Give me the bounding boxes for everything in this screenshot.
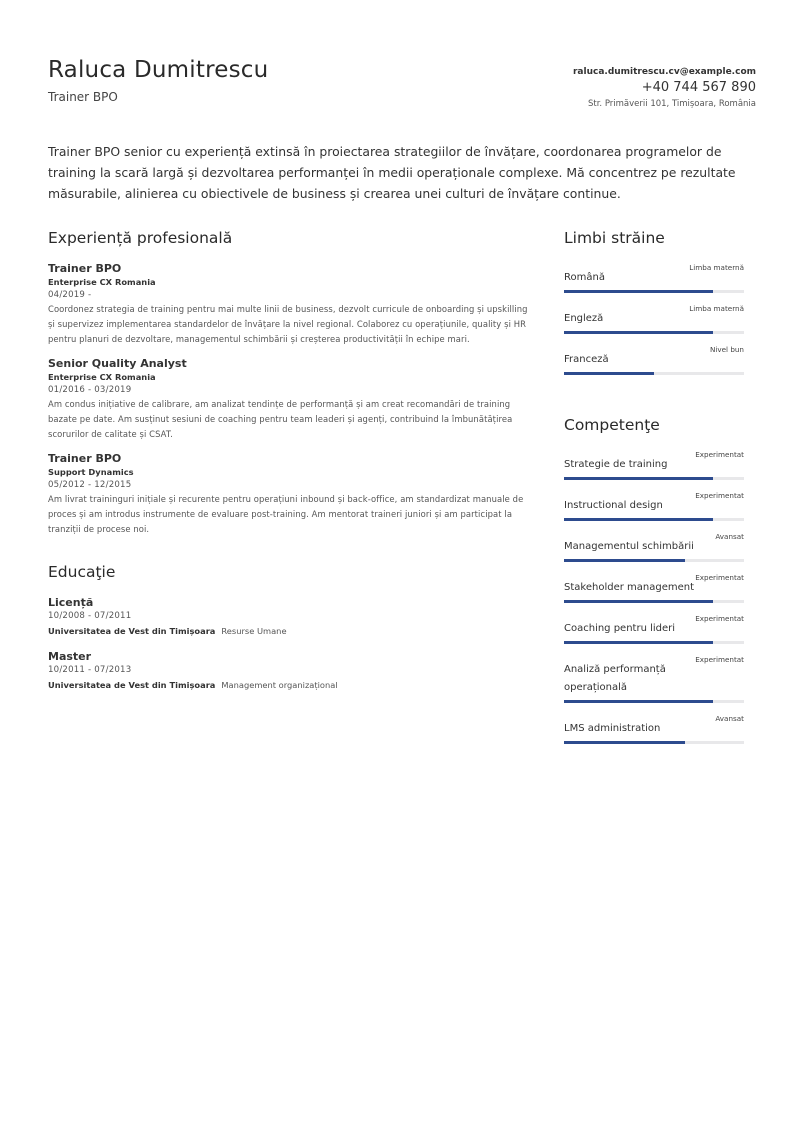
skill-item xyxy=(564,712,744,744)
job-title: Trainer BPO xyxy=(48,452,122,465)
education-field: Resurse Umane xyxy=(221,626,287,636)
skill-level-bar xyxy=(564,477,744,480)
job-dates: 05/2012 - 12/2015 xyxy=(48,480,132,490)
language-level-fill xyxy=(564,290,713,293)
skill-level-bar xyxy=(564,741,744,744)
skill-name: Instructional design xyxy=(564,500,663,511)
skill-level: Experimentat xyxy=(695,450,744,459)
skill-level: Avansat xyxy=(715,714,744,723)
skill-name: Stakeholder management xyxy=(564,582,694,593)
skill-level-bar xyxy=(564,518,744,521)
skill-name: Analiză performanță operațională xyxy=(564,664,666,693)
education-field: Management organizațional xyxy=(221,680,338,690)
skills-list xyxy=(564,448,744,744)
language-level-fill xyxy=(564,331,713,334)
skill-level-fill xyxy=(564,700,713,703)
skill-level: Avansat xyxy=(715,532,744,541)
language-level-bar xyxy=(564,331,744,334)
language-item xyxy=(564,343,744,375)
right-column xyxy=(564,229,744,753)
job-company: Enterprise CX Romania xyxy=(48,277,156,287)
skill-name: Coaching pentru lideri xyxy=(564,623,676,634)
experience-item xyxy=(48,451,530,537)
education-dates: 10/2008 - 07/2011 xyxy=(48,611,132,621)
skill-name: LMS administration xyxy=(564,723,661,734)
job-description: Am livrat traininguri inițiale și recurente pentru operațiuni inbound și back-office, am standardizat manuale de proces și am introdus instrumente de evaluare post-training. Am mentorat traineri juniori și am participat la tranziții de procese noi. xyxy=(48,494,524,534)
skill-item xyxy=(564,448,744,480)
skill-level-fill xyxy=(564,600,713,603)
skill-item xyxy=(564,530,744,562)
education-item xyxy=(48,595,530,639)
skill-level-bar xyxy=(564,600,744,603)
language-name: Română xyxy=(564,272,605,283)
skill-item xyxy=(564,571,744,603)
job-description: Coordonez strategia de training pentru mai multe linii de business, dezvolt curricule de onboarding și upskilling și supervizez implementarea standardelor de învățare la nivel regional. Colaborez cu operațiunile, quality și HR pentru planuri de dezvoltare, managementul schimbării și creșterea productivității în echipe mari. xyxy=(48,304,528,344)
language-level-bar xyxy=(564,290,744,293)
education-school: Universitatea de Vest din Timișoara xyxy=(48,626,216,636)
language-level: Limba maternă xyxy=(689,304,744,313)
skill-level: Experimentat xyxy=(695,655,744,664)
skill-level-fill xyxy=(564,477,713,480)
skill-level-fill xyxy=(564,741,685,744)
skill-level: Experimentat xyxy=(695,491,744,500)
education-degree: Licență xyxy=(48,596,94,609)
job-company: Enterprise CX Romania xyxy=(48,372,156,382)
experience-heading: Experiență profesională xyxy=(48,229,233,247)
language-item xyxy=(564,302,744,334)
contact-block xyxy=(573,67,756,109)
skill-level-fill xyxy=(564,641,713,644)
skill-level-bar xyxy=(564,641,744,644)
left-column xyxy=(48,229,530,703)
education-school-line xyxy=(48,623,530,639)
languages-heading: Limbi străine xyxy=(564,229,665,247)
job-dates: 04/2019 - xyxy=(48,290,92,300)
contact-phone: +40 744 567 890 xyxy=(641,80,756,95)
experience-list xyxy=(48,261,530,537)
job-dates: 01/2016 - 03/2019 xyxy=(48,385,132,395)
job-title: Trainer BPO xyxy=(48,262,122,275)
education-item xyxy=(48,649,530,693)
education-degree: Master xyxy=(48,650,92,663)
profile-summary: Trainer BPO senior cu experiență extinsă în proiectarea strategiilor de învățare, coordonarea programelor de training la scară largă și dezvoltarea performanței în medii operaționale complexe. Mă concentrez pe rezultate măsurabile, alinierea cu obiectivele de business și crearea unei culturi de învățare continue. xyxy=(48,144,736,201)
education-school-line xyxy=(48,677,530,693)
skill-level-bar xyxy=(564,700,744,703)
skill-level-bar xyxy=(564,559,744,562)
skill-name: Strategie de training xyxy=(564,459,668,470)
skill-level: Experimentat xyxy=(695,573,744,582)
language-level: Limba maternă xyxy=(689,263,744,272)
job-description: Am condus inițiative de calibrare, am analizat tendințe de performanță și am creat recomandări de training bazate pe date. Am susținut sesiuni de coaching pentru team leaderi și agenți, contribuind la îmbunătățirea scorurilor de calitate și CSAT. xyxy=(48,399,513,439)
skill-item xyxy=(564,653,744,703)
experience-item xyxy=(48,356,530,442)
education-school: Universitatea de Vest din Timișoara xyxy=(48,680,216,690)
language-name: Engleză xyxy=(564,313,604,324)
candidate-role: Trainer BPO xyxy=(48,90,118,104)
skill-level-fill xyxy=(564,559,685,562)
contact-address: Str. Primăverii 101, Timișoara, România xyxy=(587,99,756,109)
education-list xyxy=(48,595,530,693)
language-name: Franceză xyxy=(564,354,609,365)
contact-email[interactable]: raluca.dumitrescu.cv@example.com xyxy=(572,67,756,77)
skill-item xyxy=(564,612,744,644)
skill-level: Experimentat xyxy=(695,614,744,623)
skills-heading: Competenţe xyxy=(564,416,660,434)
language-item xyxy=(564,261,744,293)
education-heading: Educaţie xyxy=(48,563,116,581)
language-level-bar xyxy=(564,372,744,375)
skill-item xyxy=(564,489,744,521)
job-title: Senior Quality Analyst xyxy=(48,357,187,370)
language-level: Nivel bun xyxy=(709,345,744,354)
education-dates: 10/2011 - 07/2013 xyxy=(48,665,132,675)
skill-level-fill xyxy=(564,518,713,521)
skill-name: Managementul schimbării xyxy=(564,541,694,552)
job-company: Support Dynamics xyxy=(48,467,134,477)
candidate-name: Raluca Dumitrescu xyxy=(48,57,269,83)
languages-list xyxy=(564,261,744,375)
language-level-fill xyxy=(564,372,654,375)
experience-item xyxy=(48,261,530,347)
